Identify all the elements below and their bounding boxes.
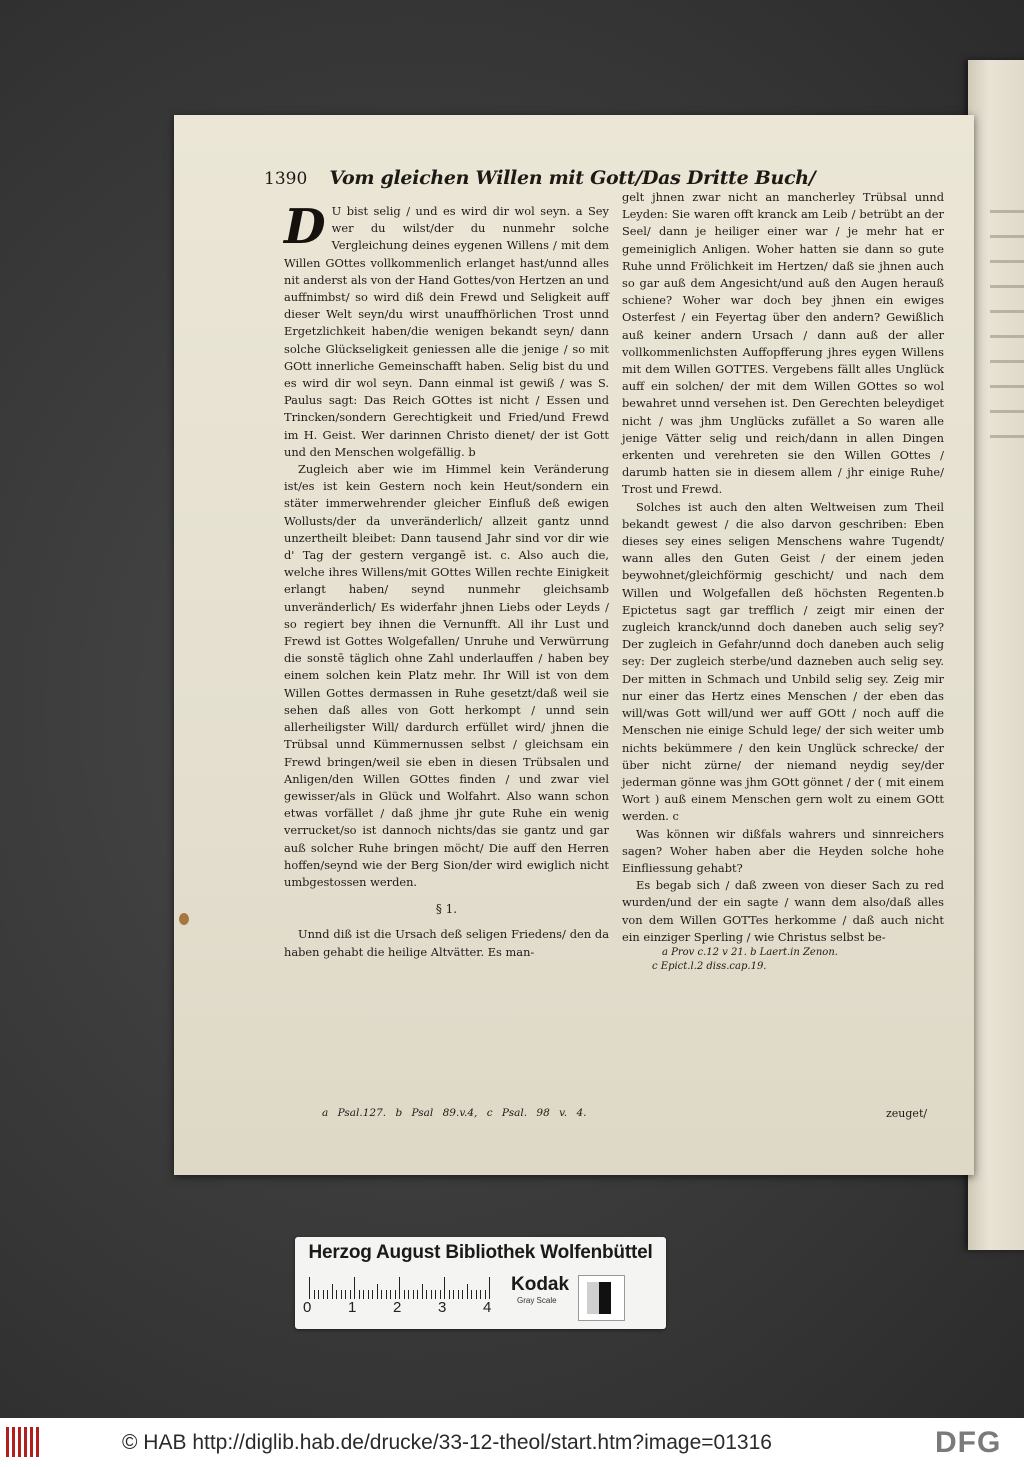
running-head-title: Vom gleichen Willen mit Gott/Das Dritte Buch/	[329, 167, 816, 189]
adjacent-page-edge	[968, 60, 1024, 1250]
library-name: Herzog August Bibliothek Wolfenbüttel	[308, 1242, 653, 1263]
ruler-label: 0	[303, 1299, 312, 1316]
ruler-tick	[368, 1290, 369, 1299]
ruler-tick	[399, 1277, 400, 1299]
ruler-tick	[381, 1290, 382, 1299]
left-footnotes: a Psal.127. b Psal 89.v.4, c Psal. 98 v. 4.	[322, 1107, 587, 1119]
ruler-tick	[359, 1290, 360, 1299]
ruler-tick	[426, 1290, 427, 1299]
ruler-tick	[471, 1290, 472, 1299]
page-number: 1390	[264, 169, 308, 189]
ruler-tick	[453, 1290, 454, 1299]
footnote: a Prov c.12 v 21. b Laert.in Zenon.	[662, 946, 838, 958]
ruler-tick	[404, 1290, 405, 1299]
ruler-tick	[386, 1290, 387, 1299]
running-head	[264, 167, 815, 189]
ruler-tick	[413, 1290, 414, 1299]
ruler-tick	[431, 1290, 432, 1299]
kodak-logo: Kodak	[511, 1274, 570, 1295]
paragraph: Solches ist auch den alten Weltweisen zum Theil bekandt gewest / die also darvon geschriben: Eben dieses sey eines seligen Menschens wahre Tugendt/ wann alles den Guten Geist / der einem jeden beywohnet/gleichförmig geschicht/ und nach dem Willen und Wolgefallen deß höchsten Regenten.b Epictetus sagt gar trefflich / zeigt mir einen der zugleich kranck/unnd doch daneben auch selig sey? Der zugleich in Gefahr/unnd doch daneben auch selig sey: Der zugleich sterbe/und dazneben auch selig sey. Der mitten in Schmach und Unbild selig sey. Zeig mir nur einer das Hertz eines Menschen / der eben das will/was Gott will/und wer auff GOtt / noch auff die Menschen nie einige Schuld lege/ der sich weiter umb nichts bekümmere / den kein Unglück schrecke/ der über nicht zürne/ der niemand neydig sey/der jederman gönne was jhm GOtt gönnet / der ( mit einem Wort ) auß einem Menschen gern wolt zu einem GOtt werden. c	[622, 499, 944, 824]
catchword: zeuget/	[886, 1107, 928, 1120]
ruler-tick	[417, 1290, 418, 1299]
ruler-label: 3	[438, 1299, 447, 1316]
section-mark: § 1.	[435, 902, 458, 917]
ruler-tick	[332, 1284, 333, 1299]
paragraph: Was können wir dißfals wahrers und sinnreichers sagen? Woher haben aber die Heyden solche hohe Einfliessung gehabt?	[622, 826, 944, 875]
ruler-tick	[377, 1284, 378, 1299]
gray-patch-dark	[599, 1282, 611, 1314]
paragraph: Zugleich aber wie im Himmel kein Veränderung ist/es ist kein Gestern noch kein Heut/sondern ein stäter immerwehrender gleicher Einfluß deß ewigen Wollusts/der da unveränderlich/ allzeit gantz unnd unzertheilt bleibet: Dann tausend Jahr sind vor dir wie d' Tag der gestern vergangē ist. c. Also auch die, welche ihres Willens/mit GOttes Willen rechte Einigkeit erlangt haben/ seynd nunmehr gleichsamb unveränderlich/ Es widerfahr jhnen Liebs oder Leyds / so regiert bey ihnen die Vernunfft. All ihr Lust und Frewd ist Gottes Wolgefallen/ Unruhe und Verwürrung die sonstē täglich ohne Zahl underlauffen / haben bey einem solchen kein Platz mehr. Ihr Will ist von dem Willen Gottes dermassen in Ruhe gesetzt/daß weil sie sehen daß alles von Gott herkompt / unnd sein allerheiligster Will/ dardurch erfüllet wird/ jhnen die Trübsal unnd Kümmernussen selbst / gleichsam ein Frewd bringen/weil sie eben in diesen Trübsalen und Anligen/den Willen GOttes finden / und zwar viel gewisser/als in Glück und Wolfahrt. Also wann schon etwas vorfället / daß jhme jhr gute Ruhe ein wenig verrucket/so ist dannoch nichts/das sie gantz und gar auß solcher Ruhe bringen möcht/ Die auff den Herren hoffen/seynd wie der Berg Sion/der wird ewiglich nicht umbgestossen werden.	[284, 462, 609, 889]
gray-scale-patch	[578, 1275, 625, 1321]
paragraph: D U bist selig / und es wird dir wol seyn. a Sey wer du wilst/der du nunmehr solche Vergleichung deines eygenen Willens / mit dem Willen GOttes vollkommenlich erlanget hast/unnd alles nit anderst als von der Hand Gottes/von Hertzen an und auffnimbst/ so wird diß dein Frewd und Seligkeit auff dieser Welt seyn/du wirst unauffhörlichen Trost unnd Ergetzlichkeit haben/die wenigen bekandt seyn/ dann solche Glückseligkeit geniessen alle die jenige / so mit GOtt innerliche Gemeinschafft haben. Selig bist du und es wird dir wol seyn. Dann einmal ist gewiß / was S. Paulus sagt: Das Reich GOttes ist nicht / Essen und Trincken/sondern Gerechtigkeit und Fried/und Frewd im H. Geist. Wer darinnen Christo dienet/ der ist Gott und den Menschen wolgefällig. b	[284, 199, 609, 459]
right-column	[622, 189, 944, 974]
paragraph: gelt jhnen zwar nicht an mancherley Trübsal unnd Leyden: Sie waren offt kranck am Leib / betrübt an der Seel/ dann je heiliger einer war / je mehr hat er gemeiniglich Anligen. Woher hatten sie dann so gute Ruhe unnd Frölichkeit im Hertzen/ daß sie jhnen auch so gar auß dem Angesicht/und auß den Augen herauß schiene? Woher war doch bey jhnen ein ewiges Osterfest / ein Feyertag über den andern? Gewißlich auß keiner andern Ursach / dann auß der aller vollkommenlichsten Auffopfferung jhres eygen Willens mit dem Willen GOTTES. Vergebens fällt alles Unglück auff ein solchen/ der mit dem Willen GOttes so wol bewahret unnd versehen ist. Den Gerechten beleydiget nicht / was jhm Unglücks zufället a So waren alle jenige Vätter selig und reich/dann in allen Dingen erkenten und verehreten sie den Willen GOttes / darumb hatten sie in diesem allem / jhr einige Ruhe/ Trost und Frewd.	[622, 190, 944, 497]
ruler-tick	[372, 1290, 373, 1299]
dfg-logo: DFG	[935, 1426, 1002, 1459]
ruler	[309, 1271, 495, 1299]
ruler-tick	[467, 1284, 468, 1299]
ruler-tick	[480, 1290, 481, 1299]
ruler-tick	[395, 1290, 396, 1299]
paragraph: Unnd diß ist die Ursach deß seligen Friedens/ den da haben gehabt die heilige Altvätter. Es man-	[284, 927, 609, 959]
ruler-tick	[327, 1290, 328, 1299]
ruler-tick	[336, 1290, 337, 1299]
ruler-label: 1	[348, 1299, 357, 1316]
ruler-tick	[444, 1277, 445, 1299]
ruler-tick	[345, 1290, 346, 1299]
ruler-tick	[363, 1290, 364, 1299]
footnote: c Epict.l.2 diss.cap.19.	[652, 960, 767, 972]
ruler-label: 4	[483, 1299, 492, 1316]
ruler-tick	[485, 1290, 486, 1299]
ruler-tick	[440, 1290, 441, 1299]
ruler-tick	[390, 1290, 391, 1299]
ruler-tick	[422, 1284, 423, 1299]
ruler-tick	[350, 1290, 351, 1299]
ruler-tick	[341, 1290, 342, 1299]
hab-logo-icon	[6, 1427, 44, 1457]
kodak-subtitle: Gray Scale	[517, 1296, 557, 1305]
ruler-tick	[309, 1277, 310, 1299]
ruler-tick	[318, 1290, 319, 1299]
gray-patch-light	[587, 1282, 599, 1314]
ruler-tick	[354, 1277, 355, 1299]
ruler-label: 2	[393, 1299, 402, 1316]
ruler-tick	[314, 1290, 315, 1299]
color-card	[295, 1237, 666, 1329]
ruler-tick	[408, 1290, 409, 1299]
paragraph: Es begab sich / daß zween von dieser Sach zu red wurden/und der ein sagte / wann dem also/daß alles von dem Willen GOTTes herkomme / daß auch nicht ein einziger Sperling / wie Christus selbst be-	[622, 878, 944, 944]
footer-bar	[0, 1418, 1024, 1467]
ruler-tick	[489, 1277, 490, 1299]
ruler-tick	[449, 1290, 450, 1299]
book-page	[174, 115, 974, 1175]
ruler-tick	[435, 1290, 436, 1299]
credit-link[interactable]: © HAB http://diglib.hab.de/drucke/33-12-theol/start.htm?image=01316	[122, 1431, 772, 1454]
ruler-tick	[476, 1290, 477, 1299]
drop-cap: D	[284, 199, 326, 255]
left-column	[284, 199, 609, 961]
ruler-tick	[458, 1290, 459, 1299]
ruler-tick	[462, 1290, 463, 1299]
ruler-tick	[323, 1290, 324, 1299]
page-stain	[179, 913, 189, 925]
